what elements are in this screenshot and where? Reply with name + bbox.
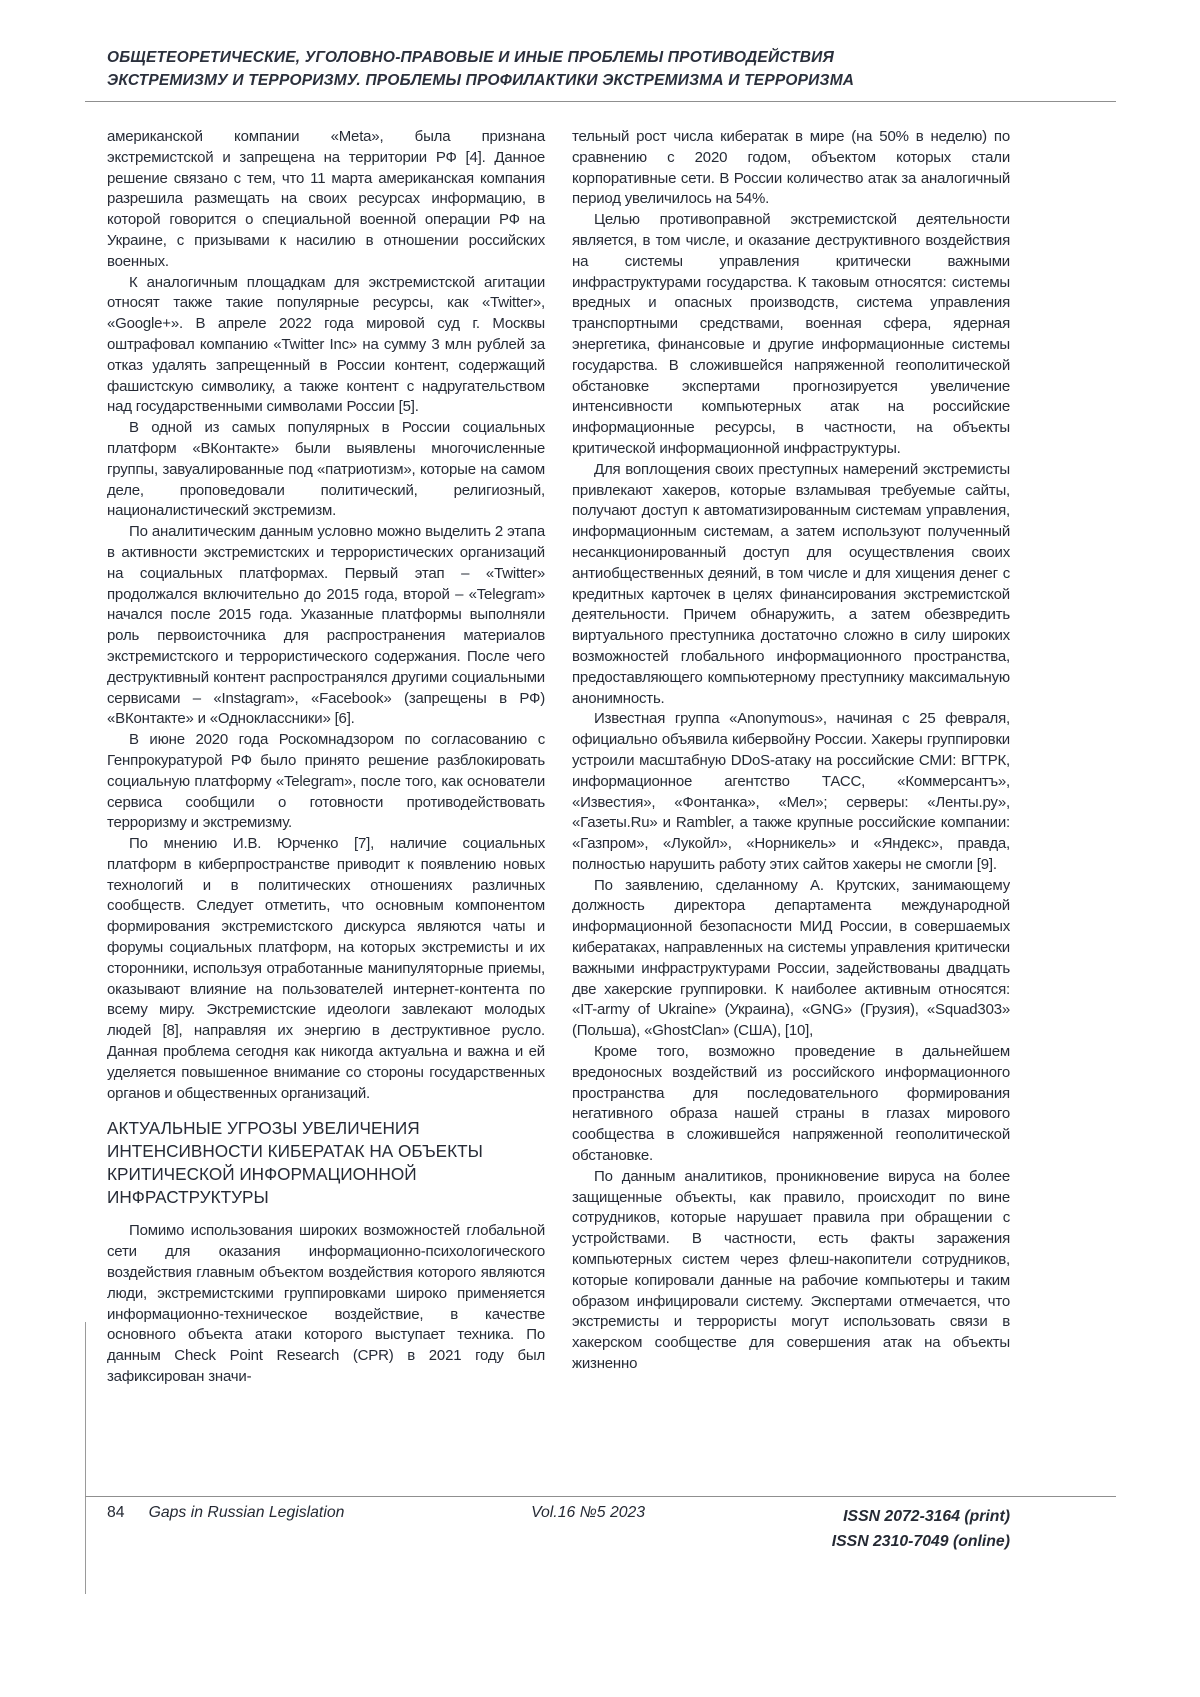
section-heading: АКТУАЛЬНЫЕ УГРОЗЫ УВЕЛИЧЕНИЯ ИНТЕНСИВНОСТИ КИБЕРАТАК НА ОБЪЕКТЫ КРИТИЧЕСКОЙ ИНФОРМАЦИОННОЙ ИНФРАСТРУКТУРЫ <box>107 1118 483 1208</box>
body-paragraph: По заявлению, сделанному А. Крутских, занимающему должность директора департамента международной информационной безопасности МИД России, в совершаемых кибератаках, направленных на системы управления критически важными инфраструктурами России, задействованы двадцать две хакерские группировки. К наиболее активным относятся: «IT-army of Ukraine» (Украина), «GNG» (Грузия), «Squad303» (Польша), «GhostClan» (США), [10], <box>572 876 1010 1040</box>
running-head-line-1: ОБЩЕТЕОРЕТИЧЕСКИЕ, УГОЛОВНО-ПРАВОВЫЕ И ИНЫЕ ПРОБЛЕМЫ ПРОТИВОДЕЙСТВИЯ <box>107 49 835 66</box>
left-column <box>107 127 545 1495</box>
body-paragraph: Для воплощения своих преступных намерений экстремисты привлекают хакеров, которые взламывая требуемые сайты, получают доступ к автоматизированным системам управления, информационным системам, а затем используют полученный несанкционированный доступ для осуществления своих антиобщественных деяний, в том числе и для хищения денег с кредитных карточек в целях финансирования экстремистской деятельности. Причем обнаружить, а затем обезвредить виртуального преступника достаточно сложно в силу широких возможностей глобального информационного пространства, предоставляющего компьютерному преступнику максимальную анонимность. <box>572 460 1010 707</box>
body-paragraph: По данным аналитиков, проникновение вируса на более защищенные объекты, как правило, происходит по вине сотрудников, которые нарушает правила при обращении с устройствами. В частности, есть факты заражения компьютерных систем через флеш-накопители сотрудников, которые копировали данные на рабочие компьютеры и таким образом инфицировали систему. Экспертами отмечается, что экстремисты и террористы могут использовать связи в хакерском сообществе для совершения атак на объекты жизненно <box>572 1167 1010 1373</box>
body-paragraph: В июне 2020 года Роскомнадзором по согласованию с Генпрокуратурой РФ было принято решение разблокировать социальную платформу «Telegram», после того, как основатели сервиса сообщили о готовности противодействовать терроризму и экстремизму. <box>107 731 545 832</box>
journal-title: Gaps in Russian Legislation <box>148 1504 345 1521</box>
running-head-line-2: ЭКСТРЕМИЗМУ И ТЕРРОРИЗМУ. ПРОБЛЕМЫ ПРОФИЛАКТИКИ ЭКСТРЕМИЗМА И ТЕРРОРИЗМА <box>107 72 855 89</box>
page-number: 84 <box>107 1504 125 1521</box>
body-paragraph: Помимо использования широких возможностей глобальной сети для оказания информационно-психологического воздействия главным объектом воздействия которого являются люди, экстремистскими группировками широко применяется информационно-техническое воздействие, в качестве основного объекта атаки которого выступает техника. По данным Check Point Research (CPR) в 2021 году был зафиксирован значи- <box>107 1222 545 1386</box>
right-column <box>572 127 1010 1495</box>
running-head <box>107 46 1037 92</box>
body-paragraph: По аналитическим данным условно можно выделить 2 этапа в активности экстремистских и террористических организаций на социальных платформах. Первый этап – «Twitter» продолжался включительно до 2015 года, второй – «Telegram» начался после 2015 года. Указанные платформы выполняли роль первоисточника для распространения материалов экстремистского и террористического содержания. После чего деструктивный контент распространялся другими социальными сервисами – «Instagram», «Facebook» (запрещены в РФ) «ВКонтакте» и «Одноклассники» [6]. <box>107 523 545 728</box>
body-paragraph: тельный рост числа кибератак в мире (на 50% в неделю) по сравнению с 2020 годом, объектом которых стали корпоративные сети. В России количество атак за аналогичный период увеличилось на 54%. <box>572 128 1010 208</box>
issn-print: ISSN 2072-3164 (print) <box>843 1508 1010 1525</box>
header-divider-rule <box>85 101 1116 102</box>
footer-left-group <box>107 1504 344 1522</box>
body-paragraph: В одной из самых популярных в России социальных платформ «ВКонтакте» были выявлены многочисленные группы, завуалированные под «патриотизм», которые на самом деле, проповедовали политический, религиозный, националистический экстремизм. <box>107 419 545 520</box>
body-paragraph: американской компании «Meta», была признана экстремистской и запрещена на территории РФ [4]. Данное решение связано с тем, что 11 марта американская компания разрешила размещать на своих ресурсах информацию, в которой говорится о специальной военной операции РФ на Украине, с призывами к насилию в отношении российских военных. <box>107 128 545 270</box>
issn-block <box>832 1504 1010 1554</box>
issn-online: ISSN 2310-7049 (online) <box>831 1533 1010 1550</box>
body-paragraph: По мнению И.В. Юрченко [7], наличие социальных платформ в киберпространстве приводит к появлению новых технологий и в политических отношениях различных сообществ. Следует отметить, что основным компонентом формирования экстремистского дискурса являются чаты и форумы социальных платформ, на которых экстремисты и их сторонники, используя отработанные манипуляторные приемы, оказывают влияние на пользователей интернет-контента по всему миру. Экстремистские идеологи завлекают молодых людей [8], направляя их энергию в деструктивное русло. Данная проблема сегодня как никогда актуальна и важна и ей уделяется повышенное внимание со стороны государственных органов и общественных организаций. <box>107 835 545 1102</box>
article-body <box>107 127 1010 1495</box>
left-margin-rule <box>85 1322 86 1594</box>
body-paragraph: Известная группа «Anonymous», начиная с 25 февраля, официально объявила кибервойну России. Хакеры группировки устроили масштабную DDoS-атаку на российские СМИ: ВГТРК, информационное агентство ТАСС, «Коммерсантъ», «Известия», «Фонтанка», «Мел»; серверы: «Ленты.ру», «Газеты.Ru» и Rambler, а также крупные российские компании: «Газпром», «Лукойл», «Норникель» и «Яндекс», правда, полностью нарушить работу этих сайтов хакеры не смогли [9]. <box>572 710 1010 873</box>
volume-issue: Vol.16 №5 2023 <box>531 1504 646 1521</box>
footer-divider-rule <box>85 1496 1116 1497</box>
page-footer <box>107 1504 1010 1554</box>
body-paragraph: Кроме того, возможно проведение в дальнейшем вредоносных воздействий из российского информационного пространства для последовательного формирования негативного образа нашей страны в глазах мирового сообщества в сложившейся напряженной геополитической обстановке. <box>572 1043 1010 1165</box>
body-paragraph: К аналогичным площадкам для экстремистской агитации относят также такие популярные ресурсы, как «Twitter», «Google+». В апреле 2022 года мировой суд г. Москвы оштрафовал компанию «Twitter Inc» на сумму 3 млн рублей за отказ удалять запрещенный в России контент, содержащий фашистскую символику, а также контент с надругательством над государственными символами России [5]. <box>107 273 545 416</box>
body-paragraph: Целью противоправной экстремистской деятельности является, в том числе, и оказание деструктивного воздействия на системы управления критически важными инфраструктурами государства. К таковым относятся: системы вредных и опасных производств, система управления транспортными средствами, военная сфера, ядерная энергетика, финансовые и другие информационные системы государства. В сложившейся напряженной геополитической обстановке экспертами прогнозируется увеличение интенсивности компьютерных атак на российские информационные ресурсы, в частности, на объекты критической информационной инфраструктуры. <box>572 211 1010 457</box>
